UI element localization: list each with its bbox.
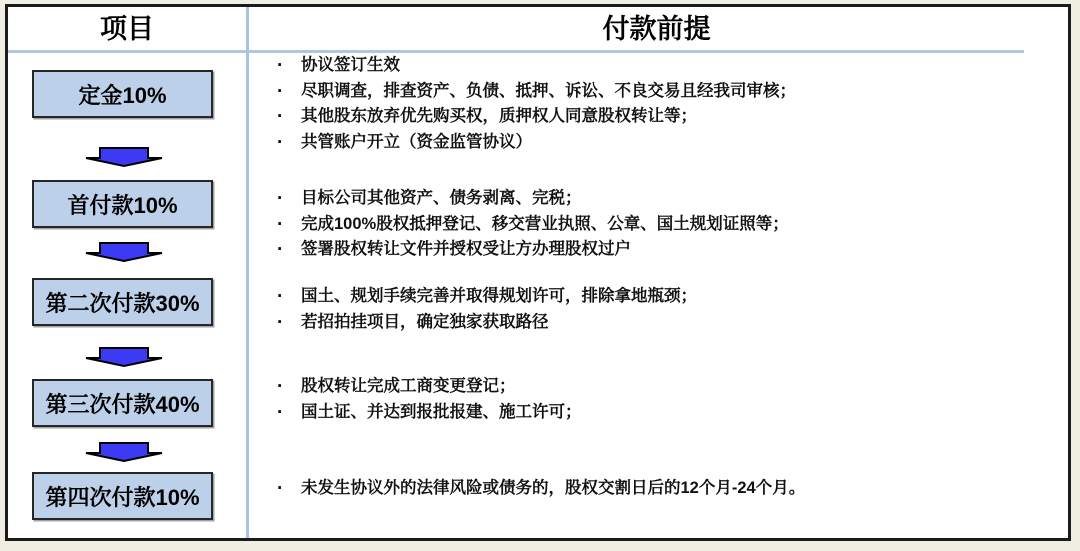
bullet-icon: ·	[277, 213, 284, 235]
condition-text: 其他股东放弃优先购买权，质押权人同意股权转让等；	[301, 107, 697, 125]
condition-item	[274, 374, 1054, 400]
condition-text: 国土证、并达到报批报建、施工许可；	[301, 402, 582, 421]
stage-box-deposit	[32, 70, 213, 118]
condition-item	[274, 284, 1054, 310]
stage-box-label: 第三次付款40%	[45, 391, 200, 417]
bullet-icon: ·	[277, 286, 284, 307]
condition-text: 尽职调查，排查资产、负债、抵押、诉讼、不良交易且经我司审核；	[301, 81, 796, 100]
condition-item	[274, 237, 1054, 263]
condition-item	[274, 79, 1054, 105]
stage-box-first-payment	[32, 180, 213, 228]
condition-text: 若招拍挂项目，确定独家获取路径	[301, 312, 549, 331]
bullet-icon: ·	[277, 376, 284, 397]
stage-box-third-payment	[32, 379, 213, 427]
bullet-icon: ·	[277, 80, 284, 102]
condition-text: 股权转让完成工商变更登记；	[301, 377, 516, 395]
condition-item	[274, 186, 1054, 212]
bullet-icon: ·	[277, 239, 284, 260]
condition-text: 完成100%股权抵押登记、移交营业执照、公章、国土规划证照等；	[301, 214, 789, 233]
bullet-icon: ·	[277, 478, 284, 499]
column-divider	[246, 7, 249, 538]
condition-group-first-payment	[274, 186, 1054, 263]
condition-text: 签署股权转让文件并授权受让方办理股权过户	[301, 240, 631, 258]
condition-text: 共管账户开立（资金监管协议）	[301, 132, 532, 151]
column-header-project: 项目	[100, 14, 154, 44]
flow-down-arrow-icon	[84, 242, 164, 262]
condition-group-deposit	[274, 53, 1054, 155]
bullet-icon: ·	[277, 401, 284, 423]
condition-group-second-payment	[274, 284, 1054, 335]
bullet-icon: ·	[277, 55, 284, 76]
bullet-icon: ·	[277, 311, 284, 333]
condition-text: 协议签订生效	[301, 56, 400, 74]
condition-item	[274, 400, 1054, 426]
flow-down-arrow-icon	[84, 347, 164, 367]
condition-text: 未发生协议外的法律风险或债务的，股权交割日后的12个月-24个月。	[301, 479, 806, 497]
payment-flow-table	[5, 4, 1071, 541]
stage-box-label: 第二次付款30%	[45, 290, 200, 316]
condition-group-third-payment	[274, 374, 1054, 425]
flow-down-arrow-icon	[84, 147, 164, 167]
bullet-icon: ·	[277, 106, 284, 127]
column-header-precondition: 付款前提	[602, 14, 711, 44]
flow-down-arrow-icon	[84, 442, 164, 462]
condition-item	[274, 130, 1054, 156]
condition-item	[274, 212, 1054, 238]
condition-group-fourth-payment	[274, 476, 1054, 502]
bullet-icon: ·	[277, 131, 284, 153]
condition-item	[274, 476, 1054, 502]
condition-item	[274, 104, 1054, 130]
condition-text: 国土、规划手续完善并取得规划许可，排除拿地瓶颈；	[301, 287, 697, 305]
condition-text: 目标公司其他资产、债务剥离、完税；	[301, 189, 582, 207]
bullet-icon: ·	[277, 188, 284, 209]
stage-box-label: 首付款10%	[67, 192, 178, 218]
condition-item	[274, 53, 1054, 79]
condition-item	[274, 310, 1054, 336]
stage-box-label: 第四次付款10%	[45, 484, 200, 510]
stage-box-label: 定金10%	[78, 82, 167, 108]
stage-box-fourth-payment	[32, 472, 213, 520]
stage-box-second-payment	[32, 278, 213, 326]
